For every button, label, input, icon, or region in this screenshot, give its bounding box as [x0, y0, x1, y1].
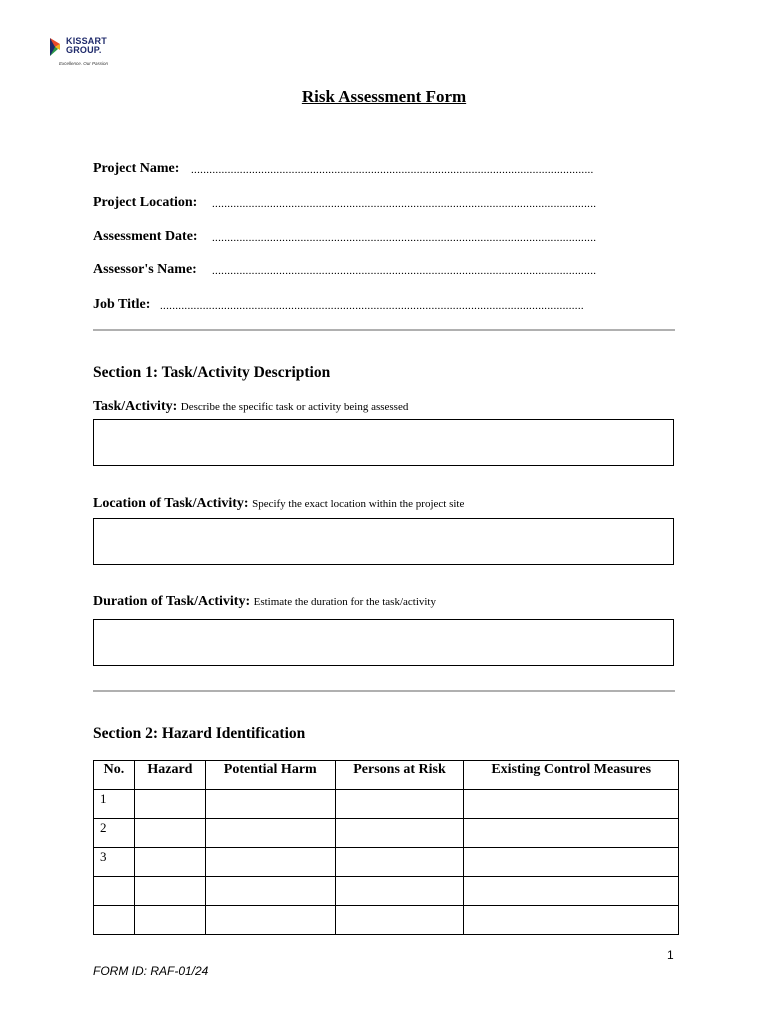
table-cell[interactable] [134, 877, 205, 906]
table-row [94, 819, 679, 848]
table-row [94, 906, 679, 935]
form-title: Risk Assessment Form [301, 87, 467, 106]
col-header-existing-control-measures: Existing Control Measures [464, 761, 679, 790]
col-header-hazard: Hazard [134, 761, 205, 790]
hazard-table [93, 760, 679, 935]
assessor-name-dotted-line[interactable]: .............................................................................................................................. [212, 265, 597, 277]
job-title-field[interactable] [93, 297, 584, 313]
logo-wordmark [66, 37, 107, 55]
logo-wordmark-line2: GROUP. [66, 45, 102, 55]
table-cell-no: 3 [94, 848, 135, 877]
table-row [94, 877, 679, 906]
table-cell-no[interactable] [94, 877, 135, 906]
table-cell-no: 1 [94, 790, 135, 819]
duration-task-input-box[interactable] [93, 619, 674, 666]
table-row [94, 790, 679, 819]
project-location-dotted-line[interactable]: .............................................................................................................................. [212, 198, 597, 210]
duration-task-label-text: Duration of Task/Activity: [93, 594, 251, 609]
table-cell[interactable] [335, 848, 464, 877]
table-cell-no: 2 [94, 819, 135, 848]
location-task-hint: Specify the exact location within the project site [252, 498, 465, 510]
table-cell-no[interactable] [94, 906, 135, 935]
table-cell[interactable] [205, 877, 335, 906]
table-cell[interactable] [134, 906, 205, 935]
project-name-field[interactable] [93, 161, 594, 177]
hazard-table-header-row [94, 761, 679, 790]
task-activity-label [93, 399, 408, 415]
table-cell[interactable] [464, 877, 679, 906]
section-1-heading: Section 1: Task/Activity Description [93, 364, 331, 381]
location-task-label [93, 496, 464, 512]
project-name-dotted-line[interactable]: .................................................................................................................................... [191, 164, 594, 176]
table-cell[interactable] [464, 848, 679, 877]
col-header-persons-at-risk: Persons at Risk [335, 761, 464, 790]
table-cell[interactable] [464, 819, 679, 848]
table-cell[interactable] [205, 819, 335, 848]
table-cell[interactable] [205, 790, 335, 819]
job-title-dotted-line[interactable]: ........................................................................................................................................... [160, 300, 584, 312]
assessment-date-dotted-line[interactable]: .............................................................................................................................. [212, 232, 597, 244]
page-number: 1 [667, 948, 674, 962]
logo-wordmark-line1: KISSART [66, 36, 107, 46]
duration-task-label [93, 594, 436, 610]
table-cell[interactable] [134, 819, 205, 848]
table-cell[interactable] [335, 819, 464, 848]
col-header-potential-harm: Potential Harm [205, 761, 335, 790]
task-activity-hint: Describe the specific task or activity being assessed [180, 401, 409, 413]
location-task-input-box[interactable] [93, 518, 674, 565]
table-cell[interactable] [335, 877, 464, 906]
table-cell[interactable] [335, 906, 464, 935]
divider [93, 329, 675, 331]
table-cell[interactable] [134, 790, 205, 819]
divider [93, 690, 675, 692]
job-title-label: Job Title: [93, 297, 151, 312]
table-cell[interactable] [205, 906, 335, 935]
table-cell[interactable] [464, 906, 679, 935]
table-row [94, 848, 679, 877]
section-2-heading: Section 2: Hazard Identification [93, 725, 306, 742]
duration-task-hint: Estimate the duration for the task/activity [253, 596, 436, 608]
logo-tagline: Excellence. Our Passion [59, 61, 109, 66]
assessment-date-field[interactable] [93, 229, 597, 245]
task-activity-input-box[interactable] [93, 419, 674, 466]
table-cell[interactable] [335, 790, 464, 819]
project-location-label: Project Location: [93, 195, 198, 210]
assessment-date-label: Assessment Date: [93, 229, 198, 244]
col-header-no: No. [94, 761, 135, 790]
table-cell[interactable] [134, 848, 205, 877]
location-task-label-text: Location of Task/Activity: [93, 496, 249, 511]
assessor-name-field[interactable] [93, 262, 597, 278]
project-name-label: Project Name: [93, 161, 180, 176]
assessor-name-label: Assessor's Name: [93, 262, 197, 277]
form-id: FORM ID: RAF-01/24 [93, 964, 209, 978]
table-cell[interactable] [205, 848, 335, 877]
task-activity-label-text: Task/Activity: [93, 399, 178, 414]
table-cell[interactable] [464, 790, 679, 819]
project-location-field[interactable] [93, 195, 597, 211]
